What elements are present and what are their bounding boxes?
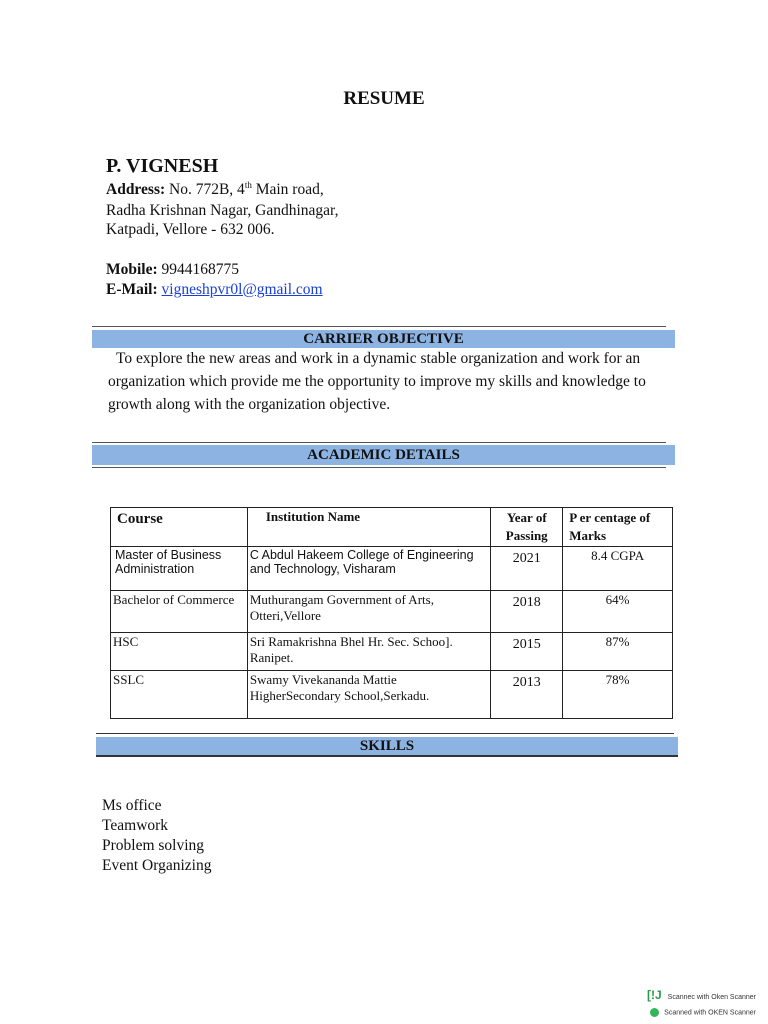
cell-year: 2018 <box>491 591 563 633</box>
table-row <box>111 547 673 591</box>
cell-year: 2013 <box>491 671 563 719</box>
cell-course: HSC <box>111 633 248 671</box>
scanner-watermark-1 <box>647 988 756 1002</box>
cell-course: Bachelor of Commerce <box>111 591 248 633</box>
email-label: E-Mail: <box>106 281 158 298</box>
table-row <box>111 591 673 633</box>
header-course: Course <box>111 508 248 547</box>
objective-text: To explore the new areas and work in a dynamic stable organization and work for an organization which provide me the opportunity to improve my skills and knowledge to growth along with the organization objective. <box>108 350 646 413</box>
cell-institution: Swamy Vivekananda Mattie HigherSecondary School,Serkadu. <box>247 671 490 719</box>
academic-top-rule <box>92 442 666 443</box>
email-line <box>106 281 323 299</box>
objective-top-rule <box>92 326 666 327</box>
cell-course: SSLC <box>111 671 248 719</box>
skill-item: Event Organizing <box>102 857 212 874</box>
header-pct-line1: P er centage of <box>569 510 651 525</box>
skill-item: Problem solving <box>102 837 205 854</box>
skill-item: Teamwork <box>102 817 169 834</box>
address-line1-pre: No. 772B, 4 <box>169 181 245 198</box>
address-label: Address: <box>106 181 166 198</box>
scanner-text-2: Scanned with OKEN Scanner <box>664 1009 756 1017</box>
oken-logo-icon <box>650 1008 659 1017</box>
cell-marks: 78% <box>563 671 673 719</box>
skills-heading: SKILLS <box>96 737 678 757</box>
address-line-3: Katpadi, Vellore - 632 006. <box>106 221 275 238</box>
mobile-label: Mobile: <box>106 261 158 278</box>
academic-heading: ACADEMIC DETAILS <box>92 445 675 465</box>
header-percentage <box>563 508 673 547</box>
scanner-watermark-2 <box>650 1008 756 1017</box>
cell-institution: Sri Ramakrishna Bhel Hr. Sec. Schoo]. Ranipet. <box>247 633 490 671</box>
address-line1-post: Main road, <box>251 181 324 198</box>
address-line-2: Radha Krishnan Nagar, Gandhinagar, <box>106 202 339 219</box>
cell-year: 2015 <box>491 633 563 671</box>
mobile-line <box>106 261 239 279</box>
skill-item: Ms office <box>102 797 162 814</box>
scanner-logo-icon: [!J <box>647 988 662 1002</box>
cell-marks: 87% <box>563 633 673 671</box>
header-year-line2: Passing <box>505 528 548 543</box>
cell-year: 2021 <box>491 547 563 591</box>
header-year <box>491 508 563 547</box>
cell-marks: 8.4 CGPA <box>563 547 673 591</box>
candidate-name: P. VIGNESH <box>106 155 219 177</box>
address-line-1 <box>106 181 324 199</box>
table-row <box>111 671 673 719</box>
resume-title: RESUME <box>343 88 425 109</box>
mobile-value: 9944168775 <box>161 261 240 278</box>
cell-institution: Muthurangam Government of Arts, Otteri,Vellore <box>247 591 490 633</box>
email-link[interactable]: vigneshpvr0l@gmail.com <box>161 281 323 298</box>
cell-course: Master of Business Administration <box>111 547 248 591</box>
header-institution: Institution Name <box>247 508 490 547</box>
table-row <box>111 633 673 671</box>
objective-heading: CARRIER OBJECTIVE <box>92 330 675 348</box>
header-year-line1: Year of <box>506 510 547 525</box>
header-pct-line2: Marks <box>569 528 607 543</box>
scanner-text-1: Scannec with Oken Scanner <box>667 994 756 1001</box>
academic-table <box>110 507 673 719</box>
cell-marks: 64% <box>563 591 673 633</box>
skills-top-rule <box>96 733 674 734</box>
address-line1-sup: th <box>244 179 252 190</box>
cell-institution: C Abdul Hakeem College of Engineering and Technology, Visharam <box>247 547 490 591</box>
academic-bottom-rule <box>92 467 666 468</box>
table-header-row <box>111 508 673 547</box>
